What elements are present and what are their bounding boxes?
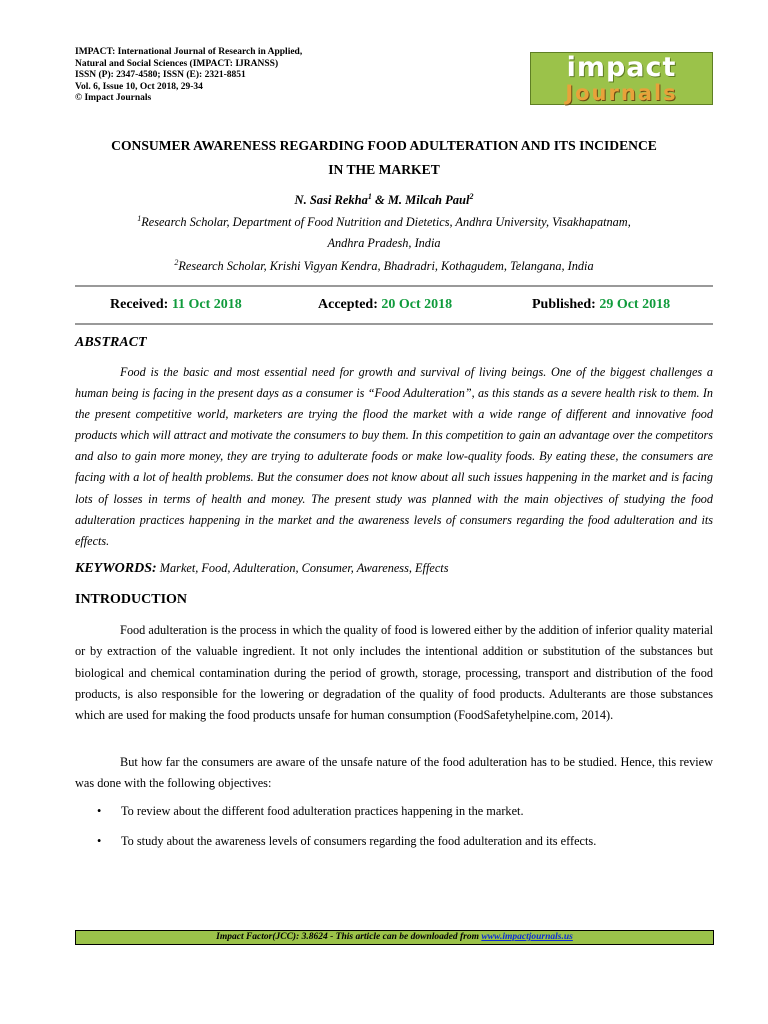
author-1: N. Sasi Rekha [294,193,368,208]
objective-bullet-2 [97,834,596,849]
bottom-rule [75,323,713,325]
affiliation-2-sup: 2 [174,258,179,267]
copyright: © Impact Journals [75,93,152,103]
paper-title [60,134,708,182]
impact-journals-logo [530,52,713,105]
keywords-label: KEYWORDS: [75,561,157,576]
affiliation-1-text: Research Scholar, Department of Food Nutrition and Dietetics, Andhra University, Visakhapatnam, [141,215,631,230]
accepted-value: 20 Oct 2018 [381,297,453,312]
affiliation-1-sup: 1 [137,214,142,223]
top-rule [75,285,713,287]
received-label: Received: [110,297,172,312]
author-1-sup: 1 [367,192,372,201]
journal-header [75,47,302,105]
affiliation-2 [60,258,708,274]
accepted-date [318,297,452,313]
author-2-sup: 2 [469,192,474,201]
published-value: 29 Oct 2018 [599,297,671,312]
journal-name-line1: IMPACT: International Journal of Research in Applied, [75,47,303,57]
journal-name-line2: Natural and Social Sciences (IMPACT: IJRANSS) [75,58,279,69]
introduction-heading: INTRODUCTION [75,592,188,607]
affiliation-1-line2: Andhra Pradesh, India [327,236,441,250]
logo-top-text: impact [566,52,677,83]
intro-paragraph-2: But how far the consumers are aware of the unsafe nature of the food adulteration has to be studied. Hence, this review was done with the following objectives: [75,755,713,791]
published-date [532,297,670,313]
logo-bottom-text: Journals [565,81,678,105]
keywords-list: Market, Food, Adulteration, Consumer, Awareness, Effects [156,561,449,575]
published-label: Published: [532,297,600,312]
affiliation-1-line1 [60,214,708,230]
objective-bullet-1 [97,804,524,819]
objective-text-2: To study about the awareness levels of consumers regarding the food adulteration and its effects. [121,834,597,848]
received-value: 11 Oct 2018 [171,297,242,312]
footer-text: Impact Factor(JCC): 3.8624 - This article can be downloaded from [216,932,482,942]
abstract-text: Food is the basic and most essential need for growth and survival of living beings. One of the biggest challenges a human being is facing in the present days as a consumer is “Food Adulteration”, as this stands as a severe health risk to them. In the present competitive world, marketers are trying the flood the market with a wide range of different and innovative food products which will attract and motivate the consumers to buy them. In this competition to gain an advantage over the competitors and also to gain more money, they are trying to adulterate foods or make low-quality foods. By eating these, the consumers are facing with a lot of health problems. But the consumer does not know about all such issues happening in the market and is facing lots of losses in terms of health and money. The present study was planned with the main objectives of studying the food adulteration practices happening in the market and the awareness levels of consumers regarding the food adulteration and its effects. [75,365,713,548]
footer-link[interactable]: www.impactjournals.us [481,932,573,942]
bullet-icon: • [97,834,102,848]
bullet-icon: • [97,804,102,818]
keywords [75,561,449,577]
title-line2: IN THE MARKET [328,162,440,177]
objective-text-1: To review about the different food adulteration practices happening in the market. [121,804,524,818]
author-2: M. Milcah Paul [387,193,470,208]
volume-info: Vol. 6, Issue 10, Oct 2018, 29-34 [75,81,203,92]
received-date [110,297,242,313]
abstract-heading: ABSTRACT [75,335,147,350]
intro-paragraph-1: Food adulteration is the process in which the quality of food is lowered either by the addition of inferior quality material or by extraction of the valuable ingredient. It not only includes the intentional addition or substitution of the substances but biological and chemical contamination during the period of growth, storage, processing, transport and distribution of the food products, is also responsible for the lowering or degradation of the quality of food products. Adulterants are those substances which are used for making the food products unsafe for human consumption (FoodSafetyhelpine.com, 2014). [75,623,713,723]
issn: ISSN (P): 2347-4580; ISSN (E): 2321-8851 [75,70,246,80]
affiliation-2-text: Research Scholar, Krishi Vigyan Kendra, Bhadradri, Kothagudem, Telangana, India [178,259,594,274]
title-line1: CONSUMER AWARENESS REGARDING FOOD ADULTERATION AND ITS INCIDENCE [111,138,657,153]
accepted-label: Accepted: [318,297,382,312]
authors [60,192,708,208]
author-separator: & [371,193,388,208]
footer-banner [75,930,714,945]
